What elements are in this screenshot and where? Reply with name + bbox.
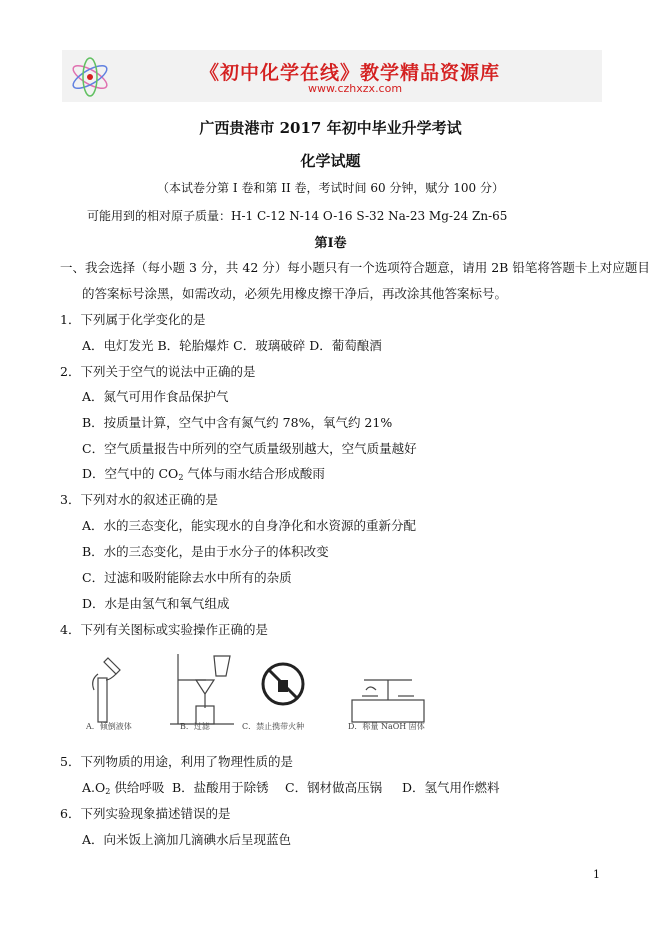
q5-option-a: $A.O_2$ 供给呼吸 (82, 780, 165, 796)
section-heading: 第I卷 (314, 236, 347, 251)
q5-option-d: D．氢气用作燃料 (402, 780, 500, 795)
q3-option-a: A．水的三态变化，能实现水的自身净化和水资源的重新分配 (82, 518, 417, 533)
q4-stem: 4．下列有关图标或实验操作正确的是 (60, 622, 268, 637)
balance-figure (352, 680, 424, 722)
atomic-masses: 可能用到的相对原子质量：H-1 C-12 N-14 O-16 S-32 Na-23 Mg-24 Zn-65 (87, 209, 508, 223)
q2-option-a: A．氮气可用作食品保护气 (82, 389, 229, 404)
section-instruction-line2: 的答案标号涂黑，如需改动，必须先用橡皮擦干净后，再改涂其他答案标号。 (82, 286, 508, 301)
pouring-liquid-figure (93, 658, 120, 722)
q3-stem: 3．下列对水的叙述正确的是 (60, 492, 218, 507)
exam-title: 广西贵港市 2017 年初中毕业升学考试 (199, 119, 462, 137)
q5-option-c: C．钢材做高压锅 (285, 780, 383, 795)
exam-info: （本试卷分第 I 卷和第 II 卷，考试时间 60 分钟，赋分 100 分） (157, 181, 504, 195)
q3-option-d: D．水是由氢气和氧气组成 (82, 596, 230, 611)
q2-option-d: D．空气中的 $CO_2$ 气体与雨水结合形成酸雨 (82, 466, 325, 482)
fig-d-caption: D．称量 NaOH 固体 (348, 722, 425, 731)
q2-option-c: C．空气质量报告中所列的空气质量级别越大，空气质量越好 (82, 441, 417, 456)
fig-a-caption: A．倾倒液体 (86, 722, 132, 731)
banner-url: www.czhxzx.com (308, 82, 403, 95)
section-instruction-line1: 一、我会选择（每小题 3 分，共 42 分）每小题只有一个选项符合题意，请用 2B 铅笔将答题卡上对应题目 (60, 260, 650, 275)
q3-option-b: B．水的三态变化，是由于水分子的体积改变 (82, 544, 329, 559)
exam-subject: 化学试题 (300, 152, 361, 170)
q2-stem: 2．下列关于空气的说法中正确的是 (60, 364, 256, 379)
atom-logo-icon (68, 54, 112, 100)
q6-option-a: A．向米饭上滴加几滴碘水后呈现蓝色 (82, 832, 292, 847)
page-number: 1 (593, 868, 600, 881)
banner-title: 《初中化学在线》教学精品资源库 (200, 62, 501, 84)
fig-b-caption: B．过滤 (180, 722, 210, 731)
q6-stem: 6．下列实验现象描述错误的是 (60, 806, 231, 821)
fig-c-caption: C．禁止携带火种 (242, 722, 305, 731)
q2-option-b: B．按质量计算，空气中含有氮气约 78%，氧气约 21% (82, 415, 393, 430)
q5-option-b: B．盐酸用于除锈 (172, 780, 269, 795)
filtration-figure (170, 654, 234, 724)
q1-options: A．电灯发光 B．轮胎爆炸 C．玻璃破碎 D．葡萄酿酒 (82, 338, 382, 353)
q4-figures (86, 650, 446, 735)
no-fire-sign-figure (263, 664, 303, 704)
q5-stem: 5．下列物质的用途，利用了物理性质的是 (60, 754, 293, 769)
q1-stem: 1．下列属于化学变化的是 (60, 312, 206, 327)
q3-option-c: C．过滤和吸附能除去水中所有的杂质 (82, 570, 292, 585)
